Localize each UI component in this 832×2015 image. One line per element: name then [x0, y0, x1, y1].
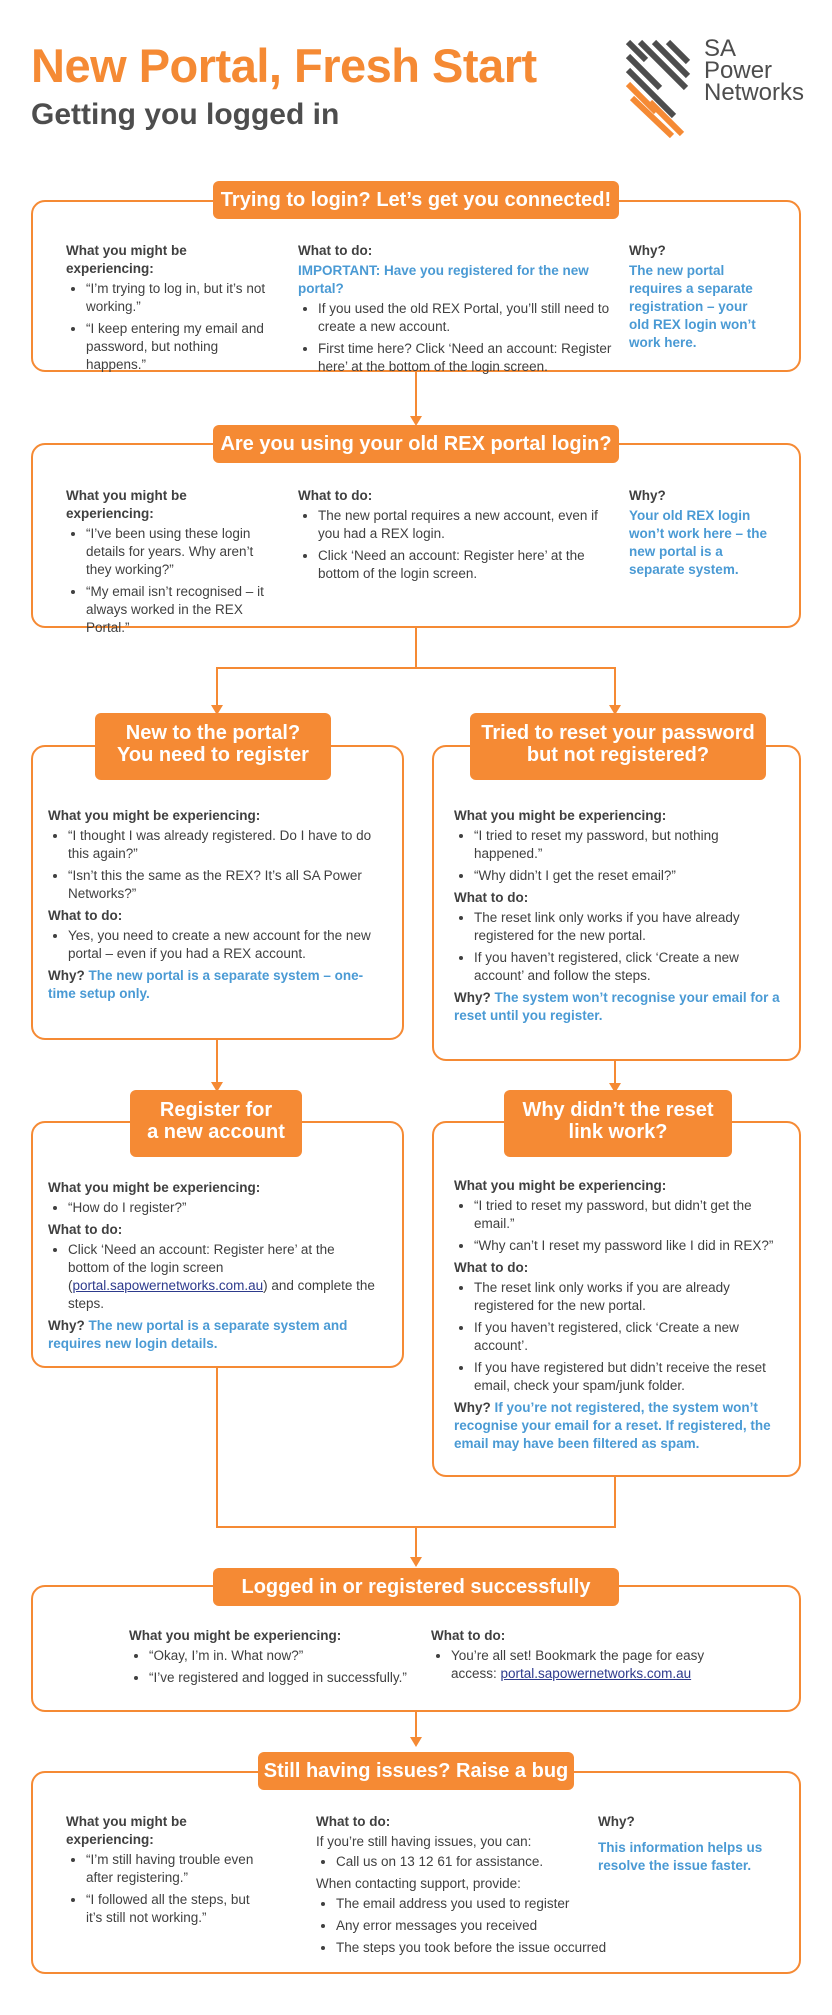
list-item: • “Isn’t this the same as the REX? It’s all SA Power Networks?” [68, 867, 378, 903]
connector-line [216, 667, 218, 707]
todo-column: What to do: IMPORTANT: Have you registered for the new portal? • If you used the old REX Portal, you’ll still need to create a new account. • First time here? Click ‘Need an account: Register here’ at the bottom of the login screen. [298, 242, 618, 380]
connector-line [415, 1711, 417, 1739]
sa-power-networks-logo [626, 35, 806, 138]
section-heading-raise-bug: Still having issues? Raise a bug [258, 1752, 574, 1790]
list-item: • If you haven’t registered, click ‘Create a new account’ and follow the steps. [474, 949, 784, 985]
section-register [31, 1121, 404, 1368]
connector-line [614, 667, 616, 707]
list-item: • “I’ve been using these login details for years. Why aren’t they working?” [86, 525, 276, 579]
list-item: • “I’ve registered and logged in successfully.” [149, 1669, 409, 1687]
todo-column: What to do: • The new portal requires a new account, even if you had a REX login. • Click ‘Need an account: Register here’ at the bottom of the login screen. [298, 487, 598, 587]
logo-mark-icon [626, 38, 706, 138]
arrow-down-icon [410, 1737, 422, 1747]
list-item: • First time here? Click ‘Need an account: Register here’ at the bottom of the login screen. [318, 340, 618, 376]
list-item: • “I’m trying to log in, but it’s not working.” [86, 280, 266, 316]
list-item: • “Why didn’t I get the reset email?” [474, 867, 784, 885]
list-item: • If you have registered but didn’t receive the reset email, check your spam/junk folder. [474, 1359, 784, 1395]
list-item: • The reset link only works if you are already registered for the new portal. [474, 1279, 784, 1315]
list-item: • “I keep entering my email and password, but nothing happens.” [86, 320, 266, 374]
todo-column: What to do: • You’re all set! Bookmark the page for easy access: portal.sapowernetworks.com.au [431, 1627, 731, 1687]
section-heading-new-to-portal: New to the portal? You need to register [95, 713, 331, 780]
list-item: • “My email isn’t recognised – it always worked in the REX Portal.” [86, 583, 276, 637]
list-item: • Any error messages you received [336, 1917, 616, 1935]
section-heading-old-rex-login: Are you using your old REX portal login? [213, 425, 619, 463]
list-item: • “I’m still having trouble even after registering.” [86, 1851, 266, 1887]
connector-line [415, 1527, 417, 1559]
list-item: • “Why can’t I reset my password like I did in REX?” [474, 1237, 784, 1255]
experiencing-column: What you might be experiencing: • “I’ve been using these login details for years. Why aren’t they working?” • “My email isn’t recognised – it always worked in the REX Portal.” [66, 487, 276, 641]
list-item: • The new portal requires a new account, even if you had a REX login. [318, 507, 598, 543]
section-heading-register: Register for a new account [130, 1090, 302, 1157]
experiencing-column: What you might be experiencing: • “I’m still having trouble even after registering.” • “I followed all the steps, but it’s still not working.” [66, 1813, 266, 1931]
arrow-down-icon [410, 1557, 422, 1567]
list-item: • “I tried to reset my password, but didn’t get the email.” [474, 1197, 784, 1233]
list-item: • Click ‘Need an account: Register here’ at the bottom of the login screen (portal.sapowernetworks.com.au) and complete the steps. [68, 1241, 378, 1313]
list-item: • “I tried to reset my password, but nothing happened.” [474, 827, 784, 863]
why-column: Why? Your old REX login won’t work here – the new portal is a separate system. [629, 488, 768, 577]
portal-link[interactable]: portal.sapowernetworks.com.au [500, 1666, 692, 1681]
list-item: • If you used the old REX Portal, you’ll still need to create a new account. [318, 300, 618, 336]
connector-line [415, 627, 417, 667]
section-content: What you might be experiencing: • “I thought I was already registered. Do I have to do this again?” • “Isn’t this the same as the REX? It’s all SA Power Networks?” What to do: • Yes, you need to create a new account for the new portal – even if you had a REX account. Why? The new portal is a separate system – one-time setup only. [48, 807, 378, 1005]
experiencing-column: What you might be experiencing: • “I’m trying to log in, but it’s not working.” • “I keep entering my email and password, but nothing happens.” [66, 242, 266, 378]
connector-line [216, 1368, 218, 1528]
section-new-to-portal [31, 745, 404, 1040]
section-old-rex-login [31, 443, 801, 635]
list-item: • You’re all set! Bookmark the page for easy access: portal.sapowernetworks.com.au [451, 1647, 731, 1683]
section-reset-link [432, 1121, 801, 1477]
list-item: • Call us on 13 12 61 for assistance. [336, 1853, 616, 1871]
section-heading-reset-not-registered: Tried to reset your password but not registered? [470, 713, 766, 780]
portal-link[interactable]: portal.sapowernetworks.com.au [72, 1278, 264, 1293]
section-reset-not-registered [432, 745, 801, 1061]
list-item: • The email address you used to register [336, 1895, 616, 1913]
why-column: Why? The new portal requires a separate registration – your old REX login won’t work here. [629, 243, 756, 350]
list-item: • “I thought I was already registered. Do I have to do this again?” [68, 827, 378, 863]
section-content: What you might be experiencing: • “How do I register?” What to do: • Click ‘Need an account: Register here’ at the bottom of the login screen (portal.sapowernetworks.com.au) and complete the steps. Why? The new portal is a separate system and requires new login details. [48, 1179, 378, 1355]
section-trying-to-login [31, 200, 801, 372]
section-raise-bug [31, 1771, 801, 1974]
list-item: • “How do I register?” [68, 1199, 378, 1217]
list-item: • Click ‘Need an account: Register here’ at the bottom of the login screen. [318, 547, 598, 583]
page-title: New Portal, Fresh Start [31, 39, 537, 92]
experiencing-column: What you might be experiencing: • “Okay, I’m in. What now?” • “I’ve registered and logged in successfully.” [129, 1627, 409, 1691]
page-subtitle: Getting you logged in [31, 98, 340, 131]
section-heading-reset-link: Why didn’t the reset link work? [504, 1090, 732, 1157]
logo-text: SA Power Networks [704, 35, 805, 106]
connector-line [216, 667, 616, 669]
list-item: • “Okay, I’m in. What now?” [149, 1647, 409, 1665]
why-column: Why? This information helps us resolve the issue faster. [598, 1814, 763, 1873]
connector-line [614, 1477, 616, 1528]
list-item: • Yes, you need to create a new account for the new portal – even if you had a REX account. [68, 927, 378, 963]
section-heading-logged-in: Logged in or registered successfully [213, 1568, 619, 1606]
connector-line [614, 1061, 616, 1085]
list-item: • If you haven’t registered, click ‘Create a new account’. [474, 1319, 784, 1355]
section-content: What you might be experiencing: • “I tried to reset my password, but didn’t get the email.” • “Why can’t I reset my password like I did in REX?” What to do: • The reset link only works if you are already registered for the new portal. • If you haven’t registered, click ‘Create a new account’. • If you have registered but didn’t receive the reset email, check your spam/junk folder. Why? If you’re not registered, the system won’t recognise your email for a reset. If registered, the email may have been filtered as spam. [454, 1177, 784, 1455]
section-content: What you might be experiencing: • “I tried to reset my password, but nothing happened.” • “Why didn’t I get the reset email?” What to do: • The reset link only works if you have already registered for the new portal. • If you haven’t registered, click ‘Create a new account’ and follow the steps. Why? The system won’t recognise your email for a reset until you register. [454, 807, 784, 1027]
todo-column: What to do: If you’re still having issues, you can: • Call us on 13 12 61 for assistance. When contacting support, provide: • The email address you used to register • Any error messages you received • The steps you took before the issue occurred [316, 1813, 616, 1961]
list-item: • “I followed all the steps, but it’s still not working.” [86, 1891, 266, 1927]
important-note: IMPORTANT: Have you registered for the new portal? [298, 263, 589, 296]
list-item: • The steps you took before the issue occurred [336, 1939, 616, 1957]
list-item: • The reset link only works if you have already registered for the new portal. [474, 909, 784, 945]
connector-line [216, 1040, 218, 1084]
section-heading-trying-to-login: Trying to login? Let’s get you connected! [213, 181, 619, 219]
